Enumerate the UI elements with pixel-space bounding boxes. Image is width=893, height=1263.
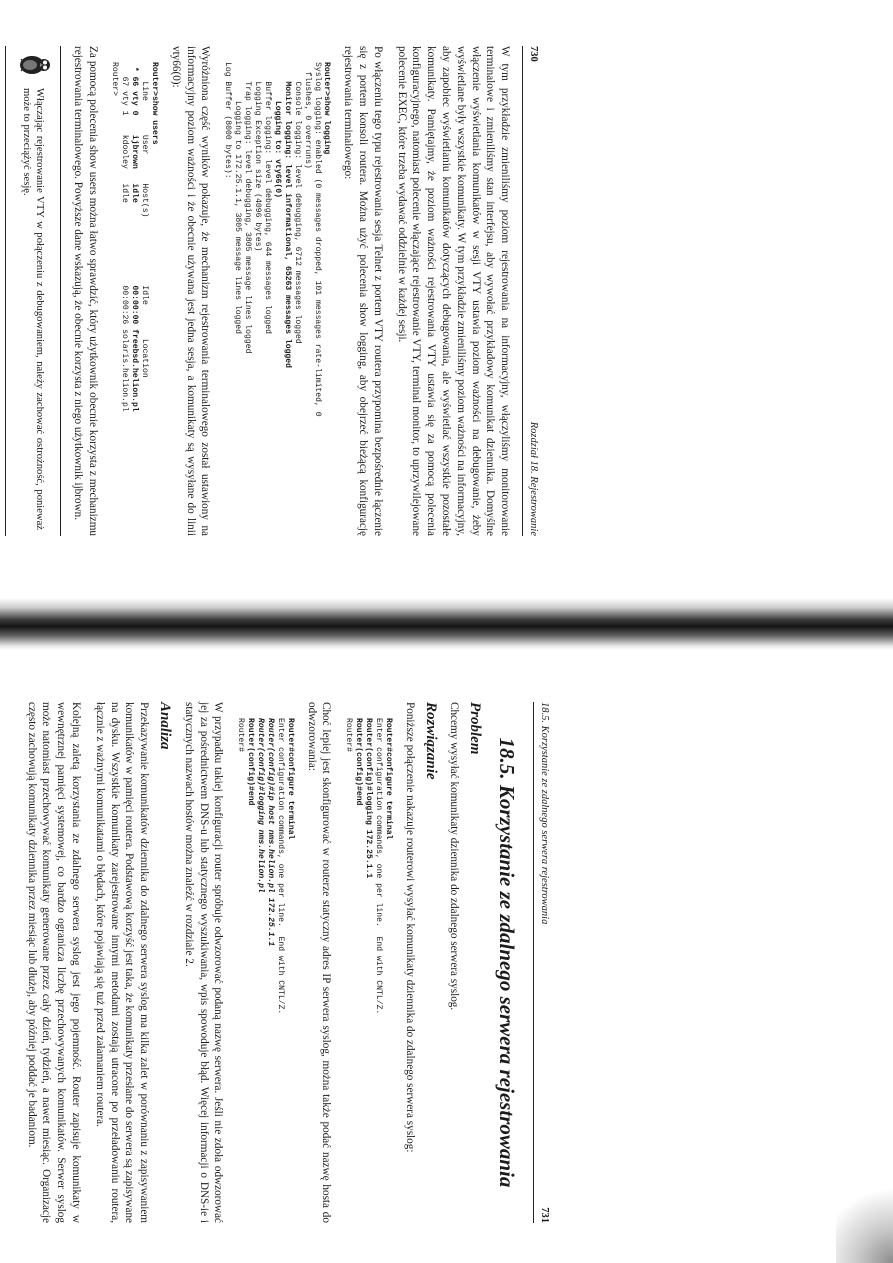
code-line: Router>show users (150, 62, 160, 145)
code-line: Enter configuration commands, one per line. End with CNTL/Z. (374, 718, 384, 1015)
code-line: Logging to: vty66(0) (272, 62, 282, 198)
code-line: Logging to 172.25.1.1, 3805 message lines logged (233, 62, 243, 334)
heading-problem: Problem (467, 702, 484, 755)
code-line: Router>show logging (322, 62, 332, 155)
running-head (533, 702, 551, 1223)
code-line: 67 vty 1 kdooley idle 00:00:26 solaris.helion.pl (120, 62, 130, 412)
paragraph: Za pomocą polecenia show users można łatwo sprawdzić, który użytkownik obecnie korzysta z mechanizmu rejestrowania terminalowego. Powyższe dane wskazują, że obecnie korzysta z niego użytkownik ijbrown. (71, 46, 99, 536)
code-line: Router#configure terminal (285, 718, 295, 840)
code-line: Line User Host(s) Idle Location (140, 62, 150, 378)
code-line: Router#configure terminal (384, 718, 394, 840)
code-line: Router> (110, 62, 120, 96)
code-line: Router# (344, 718, 354, 752)
section-title: 18.5. Korzystanie ze zdalnego serwera rejestrowania (495, 737, 520, 1188)
code-line: Router(config)#end (246, 718, 256, 806)
code-line: * 66 vty 0 ijbrown idle 00:00:00 freebsd.helion.pl (130, 62, 140, 412)
paragraph: Przekazywanie komunikatów dziennika do zdalnego serwera syslog ma kilka zalet w porównaniu z zapisywaniem komunikatów w pamięci routera. Podstawową korzyść jest taka, że komunikaty przesłane do serwera są zapisywane na dysku. Wszystkie komunikaty zarejestrowane innymi metodami zostają utracone po przeładowaniu routera, łącznie z ważnymi komunikatami o błędach, które pojawiają się tuż przed załamaniem routera. (93, 702, 151, 1223)
bird-icon (14, 52, 52, 78)
page-730 (0, 0, 893, 598)
running-head (522, 46, 540, 536)
heading-analysis: Analiza (157, 702, 174, 750)
code-line: Router# (236, 718, 246, 752)
code-show-logging (222, 62, 331, 536)
page-number: 731 (539, 1207, 550, 1223)
code-show-users (110, 62, 160, 536)
scan-shadow (836, 1182, 893, 1263)
page-number: 730 (528, 46, 539, 62)
paragraph: W tym przykładzie zmieniliśmy poziom rejestrowania na informacyjny, włączyliśmy monitorowanie terminalowe i zmieniliśmy stan interfejsu, aby wywołać przykładowy komunikat dziennika. Domyślne włączenie wyświetlania komunikatów w sesji VTY ustawia poziom ważności na debugowanie, żeby wyświetlane były wszystkie komunikaty. W tym przykładzie zmieniliśmy poziom ważności na informacyjny, aby zapobiec wyświetlaniu komunikatów dotyczących debugowania, ale wyświetlać wszystkie pozostałe komunikaty. Pamiętajmy, że poziom ważności rejestrowania VTY ustawia się za pomocą polecenia konfiguracyjnego, natomiast polecenie włączające rejestrowanie VTY, terminal monitor, to uprzywilejowane polecenie EXEC, które trzeba wydawać oddzielnie w każdej sesji. (395, 46, 512, 536)
paragraph: Kolejną zaletą korzystania ze zdalnego serwera syslog jest jego pojemność. Router zapisuje komunikaty w wewnętrznej pamięci systemowej, co bardzo ogranicza liczbę przechowywanych komunikatów. Serwer syslog może natomiast przechowywać komunikaty generowane przez cały dzień, tydzień, a nawet miesiąc. Organizacje często zachowują komunikaty dziennika przez miesiąc lub dłużej, aby później poddać je badaniom. (25, 702, 83, 1223)
code-line: Enter configuration commands, one per line. End with CNTL/Z. (275, 718, 285, 1015)
running-head-title: Rozdział 18. Rejestrowanie (528, 421, 539, 536)
page-731 (0, 650, 893, 1263)
code-line: Trap logging: level debugging, 3805 message lines logged (243, 62, 253, 354)
code-logging-host (235, 718, 294, 1223)
code-line: Logging Exception size (4096 bytes) (253, 62, 263, 252)
binding-fold (0, 598, 893, 650)
code-line: Router(config)#end (354, 718, 364, 806)
code-line: flushes, 0 overruns) (302, 62, 312, 169)
code-line: Router(config)#logging nms.helion.pl (256, 718, 266, 893)
paragraph: Choć lepiej jest skonfigurować w routerze statyczny adres IP serwera syslog, można także podać nazwę hosta do odwzorowania: (305, 702, 333, 1223)
code-line: Buffer logging: level debugging, 644 messages logged (263, 62, 272, 334)
paragraph: Po włączeniu tego typu rejestrowania sesja Telnet z portem VTY routera przypomina bezpośrednie łączenie się z portem konsoli routera. Można użyć polecenia show logging, aby obejrzeć bieżącą konfigurację rejestrowania terminalowego: (342, 46, 384, 536)
note-text: Włączając rejestrowanie VTY w połączeniu z debugowaniem, należy zachować ostrożność, ponieważ może to przeciążyć sesję. (20, 88, 46, 530)
paragraph: Wyróżniona część wyników pokazuje, że mechanizm rejestrowania terminalowego został ustawiony na informacyjny poziom ważności i że obecnie używana jest jedna sesja, a komunikaty są wysyłane do linii vty66(0): (169, 46, 212, 536)
paragraph: Chcemy wysyłać komunikaty dziennika do zdalnego serwera syslog. (448, 702, 461, 1011)
code-line: Router(config)#ip host nms.helion.pl 172.25.1.1 (266, 718, 276, 947)
code-line: Log Buffer (8000 bytes): (223, 62, 233, 179)
paragraph: Poniższe połączenie nakazuje routerowi wysyłać komunikaty dziennika do zdalnego serwera syslog: (403, 702, 416, 1153)
warning-note (5, 46, 61, 536)
code-line: Monitor logging: level informational, 65263 messages logged (282, 62, 292, 368)
code-logging-ip (343, 718, 393, 1223)
heading-solution: Rozwiązanie (422, 702, 439, 780)
code-line: Syslog logging: enabled (0 messages dropped, 101 messages rate-limited, 0 (312, 62, 322, 417)
code-line: Console logging: level debugging, 6712 messages logged (292, 62, 302, 344)
running-head-title: 18.5. Korzystanie ze zdalnego serwera rejestrowania (539, 702, 550, 925)
code-line: Router(config)#logging 172.25.1.1 (364, 718, 374, 879)
paragraph: W przypadku takiej konfiguracji router spróbuje odwzorować podaną nazwę serwera. Jeśli nie zdoła odwzorować jej za pośrednictwem DNS-u lub statycznego wyszukiwania, wpis spowoduje błąd. Więcej informacji o DNS-ie i statycznych nazwach hostów można znaleźć w rozdziale 2. (182, 702, 225, 1223)
